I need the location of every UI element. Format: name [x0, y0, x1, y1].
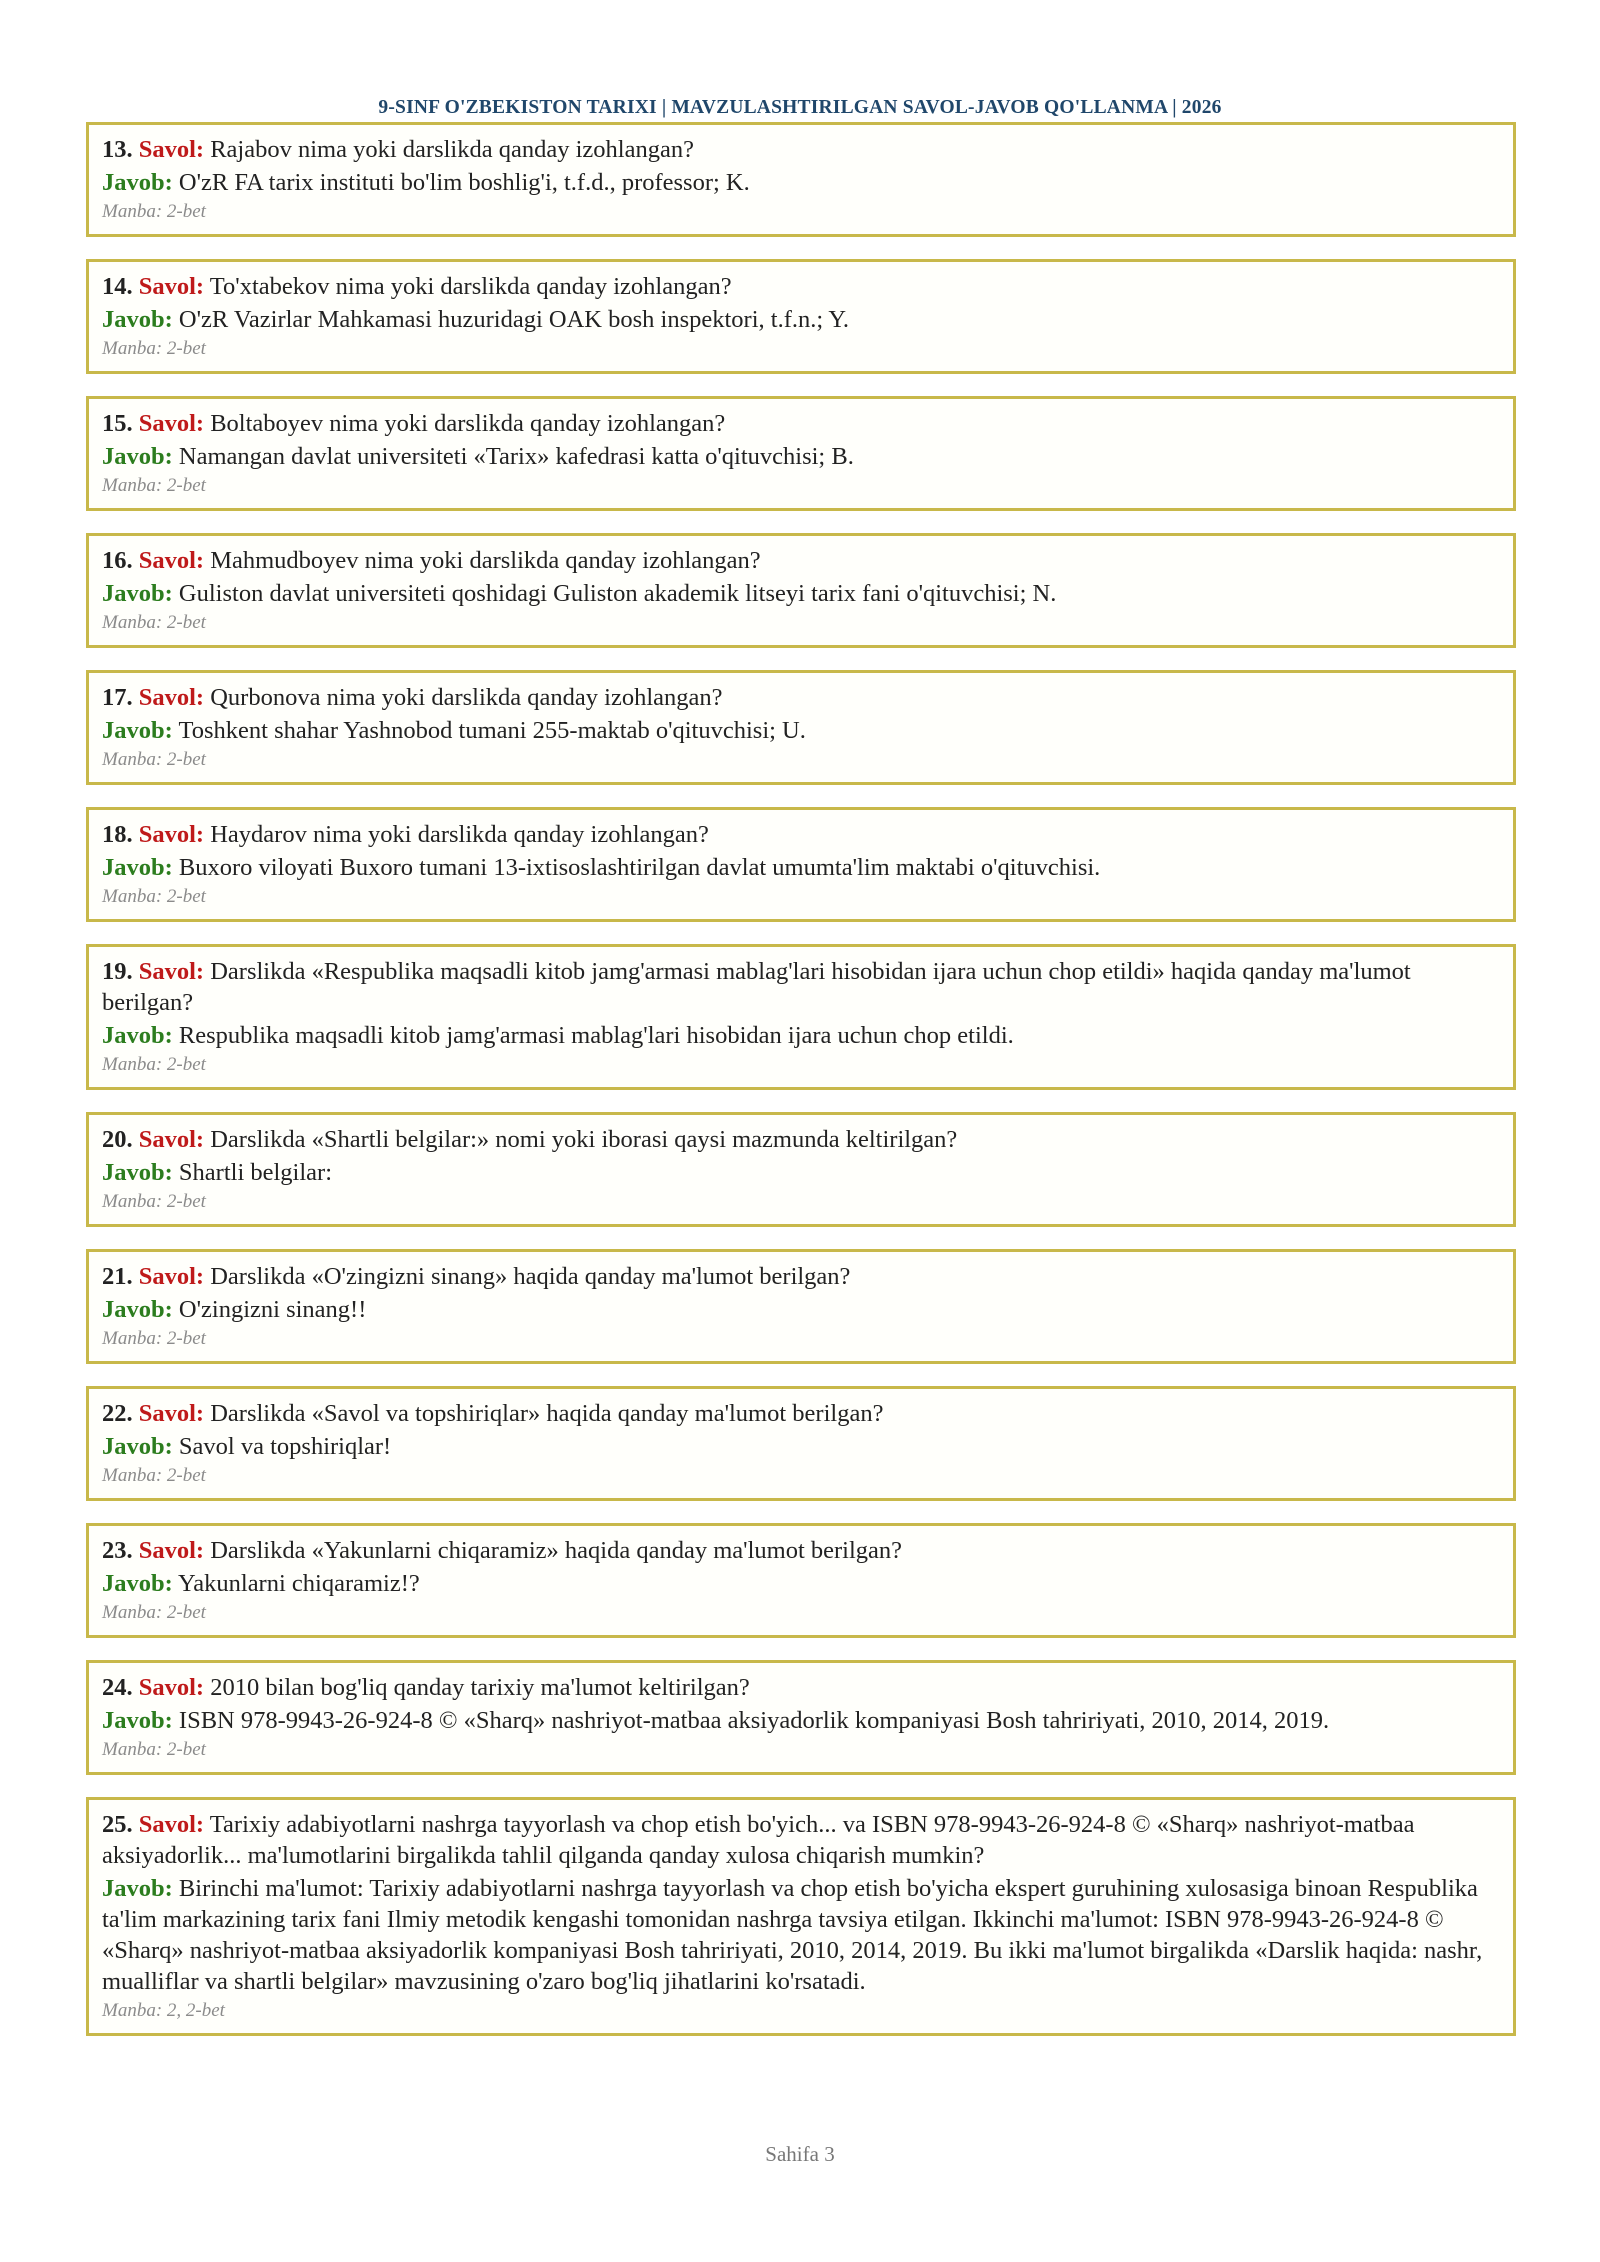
question-text: Mahmudboyev nima yoki darslikda qanday izohlangan? [210, 547, 761, 574]
answer [102, 1294, 1500, 1325]
savol-label: Savol: [138, 1537, 205, 1564]
javob-label: Javob: [102, 1570, 173, 1597]
question [102, 545, 1500, 576]
javob-label: Javob: [102, 306, 173, 333]
answer-text: Birinchi ma'lumot: Tarixiy adabiyotlarni nashrga tayyorlash va chop etish bo'yicha ekspert guruhining xulosasiga binoan Respublika ta'lim markazining tarix fani Ilmiy metodik kengashi tomonidan nashrga tavsiya etilgan. Ikkinchi ma'lumot: ISBN 978-9943-26-924-8 © «Sharq» nashriyot-matbaa aksiyadorlik kompaniyasi Bosh tahririyati, 2010, 2014, 2019. Bu ikki ma'lumot birgalikda «Darslik haqida: nashr, mualliflar va shartli belgilar» mavzusining o'zaro bog'liq jihatlarini ko'rsatadi. [102, 1875, 1483, 1995]
source-note: Manba: 2-bet [102, 1328, 206, 1349]
qa-list [86, 122, 1516, 2058]
javob-label: Javob: [102, 580, 173, 607]
question-text: Darslikda «Yakunlarni chiqaramiz» haqida qanday ma'lumot berilgan? [210, 1537, 903, 1564]
qa-card [86, 944, 1516, 1090]
question-number: 17. [102, 684, 133, 711]
question-number: 24. [102, 1674, 133, 1701]
javob-label: Javob: [102, 1433, 173, 1460]
savol-label: Savol: [138, 1811, 205, 1838]
question [102, 1535, 1500, 1566]
page-header: 9-SINF O'ZBEKISTON TARIXI | MAVZULASHTIRILGAN SAVOL-JAVOB QO'LLANMA | 2026 [378, 97, 1222, 118]
javob-label: Javob: [102, 1875, 173, 1902]
answer [102, 1705, 1500, 1736]
savol-label: Savol: [138, 273, 205, 300]
qa-card [86, 1112, 1516, 1227]
question-number: 13. [102, 136, 133, 163]
source-note: Manba: 2-bet [102, 1054, 206, 1075]
question-number: 21. [102, 1263, 133, 1290]
qa-card [86, 122, 1516, 237]
question [102, 271, 1500, 302]
question-text: 2010 bilan bog'liq qanday tarixiy ma'lumot keltirilgan? [210, 1674, 750, 1701]
answer [102, 1568, 1500, 1599]
qa-card [86, 1660, 1516, 1775]
question-number: 14. [102, 273, 133, 300]
javob-label: Javob: [102, 854, 173, 881]
answer [102, 1157, 1500, 1188]
qa-card [86, 259, 1516, 374]
answer-text: Namangan davlat universiteti «Tarix» kafedrasi katta o'qituvchisi; B. [178, 443, 854, 470]
answer-text: O'zR Vazirlar Mahkamasi huzuridagi OAK bosh inspektori, t.f.n.; Y. [178, 306, 850, 333]
answer-text: Buxoro viloyati Buxoro tumani 13-ixtisoslashtirilgan davlat umumta'lim maktabi o'qituvchisi. [178, 854, 1101, 881]
savol-label: Savol: [138, 1263, 205, 1290]
javob-label: Javob: [102, 1022, 173, 1049]
question [102, 1809, 1500, 1871]
savol-label: Savol: [138, 958, 205, 985]
answer-text: O'zR FA tarix instituti bo'lim boshlig'i, t.f.d., professor; K. [178, 169, 750, 196]
savol-label: Savol: [138, 1674, 205, 1701]
savol-label: Savol: [138, 1126, 205, 1153]
question-text: To'xtabekov nima yoki darslikda qanday izohlangan? [209, 273, 732, 300]
qa-card [86, 1523, 1516, 1638]
javob-label: Javob: [102, 1296, 173, 1323]
question [102, 1398, 1500, 1429]
savol-label: Savol: [138, 410, 205, 437]
source-note: Manba: 2-bet [102, 475, 206, 496]
question-text: Darslikda «Savol va topshiriqlar» haqida qanday ma'lumot berilgan? [210, 1400, 884, 1427]
savol-label: Savol: [138, 547, 205, 574]
question-number: 23. [102, 1537, 133, 1564]
source-note: Manba: 2-bet [102, 338, 206, 359]
javob-label: Javob: [102, 443, 173, 470]
question [102, 819, 1500, 850]
question-number: 15. [102, 410, 133, 437]
question [102, 956, 1500, 1018]
javob-label: Javob: [102, 717, 173, 744]
question-text: Tarixiy adabiyotlarni nashrga tayyorlash va chop etish bo'yich... va ISBN 978-9943-26-924-8 © «Sharq» nashriyot-matbaa aksiyadorlik... ma'lumotlarini birgalikda tahlil qilganda qanday xulosa chiqarish mumkin? [102, 1811, 1415, 1869]
question-text: Haydarov nima yoki darslikda qanday izohlangan? [210, 821, 709, 848]
qa-card [86, 1386, 1516, 1501]
source-note: Manba: 2-bet [102, 201, 206, 222]
question-number: 18. [102, 821, 133, 848]
savol-label: Savol: [138, 821, 205, 848]
question-number: 25. [102, 1811, 133, 1838]
answer [102, 852, 1500, 883]
question-number: 16. [102, 547, 133, 574]
question-text: Darslikda «O'zingizni sinang» haqida qanday ma'lumot berilgan? [210, 1263, 851, 1290]
answer-text: Savol va topshiriqlar! [178, 1433, 392, 1460]
question [102, 134, 1500, 165]
question-text: Rajabov nima yoki darslikda qanday izohlangan? [210, 136, 694, 163]
answer-text: Guliston davlat universiteti qoshidagi Guliston akademik litseyi tarix fani o'qituvchisi; N. [178, 580, 1057, 607]
question-text: Qurbonova nima yoki darslikda qanday izohlangan? [210, 684, 723, 711]
source-note: Manba: 2-bet [102, 1465, 206, 1486]
savol-label: Savol: [138, 1400, 205, 1427]
question-number: 19. [102, 958, 133, 985]
answer-text: Yakunlarni chiqaramiz!? [178, 1570, 420, 1597]
source-note: Manba: 2-bet [102, 886, 206, 907]
source-note: Manba: 2, 2-bet [102, 2000, 225, 2021]
question-number: 20. [102, 1126, 133, 1153]
qa-card [86, 807, 1516, 922]
answer-text: O'zingizni sinang!! [178, 1296, 367, 1323]
source-note: Manba: 2-bet [102, 1602, 206, 1623]
savol-label: Savol: [138, 684, 205, 711]
qa-card [86, 1249, 1516, 1364]
question [102, 1124, 1500, 1155]
answer [102, 167, 1500, 198]
answer-text: Shartli belgilar: [178, 1159, 333, 1186]
qa-card [86, 533, 1516, 648]
qa-card [86, 1797, 1516, 2036]
javob-label: Javob: [102, 1159, 173, 1186]
question-text: Darslikda «Shartli belgilar:» nomi yoki iborasi qaysi mazmunda keltirilgan? [210, 1126, 958, 1153]
qa-card [86, 396, 1516, 511]
savol-label: Savol: [138, 136, 205, 163]
answer-text: Toshkent shahar Yashnobod tumani 255-maktab o'qituvchisi; U. [178, 717, 806, 744]
question [102, 682, 1500, 713]
answer [102, 304, 1500, 335]
source-note: Manba: 2-bet [102, 1739, 206, 1760]
source-note: Manba: 2-bet [102, 749, 206, 770]
question [102, 1672, 1500, 1703]
question [102, 1261, 1500, 1292]
question-text: Darslikda «Respublika maqsadli kitob jamg'armasi mablag'lari hisobidan ijara uchun chop etildi» haqida qanday ma'lumot berilgan? [102, 958, 1411, 1016]
answer [102, 1873, 1500, 1997]
source-note: Manba: 2-bet [102, 1191, 206, 1212]
question-number: 22. [102, 1400, 133, 1427]
answer [102, 1431, 1500, 1462]
question-text: Boltaboyev nima yoki darslikda qanday izohlangan? [210, 410, 726, 437]
answer [102, 715, 1500, 746]
javob-label: Javob: [102, 169, 173, 196]
javob-label: Javob: [102, 1707, 173, 1734]
question [102, 408, 1500, 439]
answer [102, 1020, 1500, 1051]
page-number: Sahifa 3 [765, 2142, 835, 2166]
answer-text: ISBN 978-9943-26-924-8 © «Sharq» nashriyot-matbaa aksiyadorlik kompaniyasi Bosh tahririyati, 2010, 2014, 2019. [178, 1707, 1330, 1734]
answer [102, 578, 1500, 609]
qa-card [86, 670, 1516, 785]
source-note: Manba: 2-bet [102, 612, 206, 633]
answer [102, 441, 1500, 472]
answer-text: Respublika maqsadli kitob jamg'armasi mablag'lari hisobidan ijara uchun chop etildi. [178, 1022, 1014, 1049]
